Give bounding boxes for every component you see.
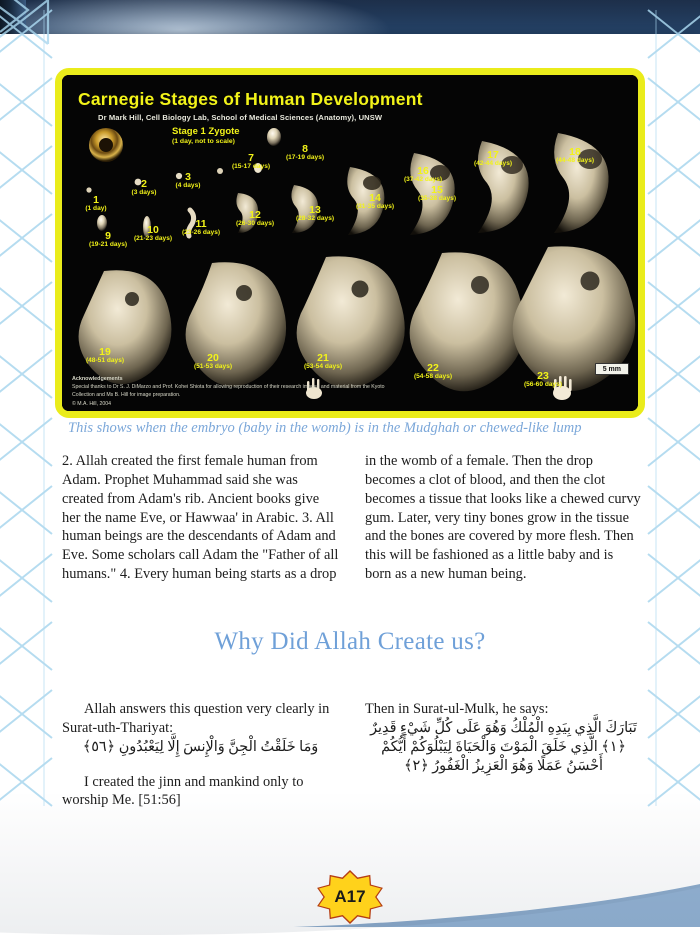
stage-days: (21-23 days) [133, 235, 173, 243]
stage-days: (4 days) [175, 182, 201, 190]
stage-number: 14 [369, 192, 381, 204]
stage-number: 12 [249, 209, 261, 221]
stage-days: (17-19 days) [285, 154, 325, 162]
stage-number: 16 [417, 165, 429, 177]
stage-label [462, 150, 524, 168]
ack-heading: Acknowledgements [72, 376, 123, 382]
stage-days: (54-58 days) [413, 373, 453, 381]
stage-number: 3 [185, 171, 191, 183]
stage-days: (42-44 days) [473, 160, 513, 168]
section-heading: Why Did Allah Create us? [214, 628, 486, 655]
stage-days: (51-53 days) [193, 363, 233, 371]
stage-days: (53-54 days) [303, 363, 343, 371]
stage-label [166, 172, 210, 190]
stage-label [290, 353, 356, 371]
left-intro-text: Allah answers this question very clearly in Surat-uth-Thariyat: [62, 701, 330, 736]
right-intro-text: Then in Surat-ul-Mulk, he says: [365, 701, 549, 717]
stage-number: 19 [99, 346, 111, 358]
body-two-columns [62, 452, 642, 584]
stage-number: 7 [248, 152, 254, 164]
stage-days: (23-26 days) [181, 229, 221, 237]
stage-number: 22 [427, 362, 439, 374]
stage-label [222, 210, 288, 228]
poster-acknowledgements [72, 375, 402, 408]
stage-number: 8 [302, 143, 308, 155]
stage-label [400, 363, 466, 381]
ack-copyright: © M.A. Hill, 2004 [72, 400, 111, 407]
stage-number: 10 [147, 224, 159, 236]
stage-days: (26-30 days) [235, 220, 275, 228]
body-column-left [62, 452, 339, 584]
ack-body: Special thanks to Dr S. J. DiMarzo and Prof. Kohei Shiota for allowing reproduction of their research images and material from the Kyoto Collection and Ms B. Hill for image preparation. [72, 384, 385, 399]
scale-bar: 5 mm [595, 363, 629, 375]
stage-label [180, 353, 246, 371]
poster-title: Carnegie Stages of Human Development [78, 89, 423, 109]
figure-caption: This shows when the embryo (baby in the womb) is in the Mudghah or chewed-like lump [68, 420, 582, 436]
page-number-text: A17 [334, 887, 366, 906]
stage-label [392, 166, 454, 184]
stage1-note: (1 day, not to scale) [172, 137, 235, 145]
stage-number: 11 [195, 218, 207, 230]
left-translation-text: I created the jinn and mankind only to worship Me. [51:56] [62, 773, 304, 809]
stage-days: (48-51 days) [85, 357, 125, 365]
section-two-columns [62, 700, 642, 810]
stage-number: 21 [317, 352, 329, 364]
stage-label [544, 147, 606, 165]
stage-days: (31-35 days) [355, 203, 395, 211]
body-left-text: 2. Allah created the first female human from Adam. Prophet Muhammad said she was created from Adam's rib. Ancient books give her the name Eve, or Hawwaa' in Arabic. 3. All human beings are the descendants of Adam and Eve. Some scholars call Adam the "Father of all humans." 4. Every human being starts as a drop [62, 453, 339, 583]
stage-label [510, 371, 576, 389]
stage-days: (37-42 days) [403, 176, 443, 184]
stage-days: (44-48 days) [555, 157, 595, 165]
stage-label [342, 193, 408, 211]
stage-number: 20 [207, 352, 219, 364]
stage-number: 1 [93, 194, 99, 206]
stage-number: 15 [431, 184, 443, 196]
left-arabic-verse: وَمَا خَلَقْتُ الْجِنَّ وَالْإِنسَ إِلَّا لِيَعْبُدُونِ ﴿٥٦﴾ [82, 738, 319, 755]
stage-days: (15-17 days) [231, 163, 271, 171]
stage1-name: Stage 1 Zygote [172, 126, 240, 137]
stage-days: (1 day) [85, 205, 107, 213]
stage-days: (28-32 days) [295, 215, 335, 223]
poster-frame [55, 68, 645, 418]
section-column-right [365, 700, 642, 810]
body-column-right [365, 452, 642, 584]
stage-number: 18 [569, 146, 581, 158]
poster-stage1-label [172, 127, 240, 146]
stage-number: 23 [537, 370, 549, 382]
body-right-text: in the womb of a female. Then the drop becomes a clot of blood, and then the clot becomes a tissue that looks like a chewed curvy gum. Later, very tiny bones grow in the tissue and the bones are covered by more flesh. Then this will be fashioned as a little baby and is born as a new human being. [365, 453, 641, 583]
page-number-badge [317, 872, 383, 922]
poster-author-line: Dr Mark Hill, Cell Biology Lab, School of Medical Sciences (Anatomy), UNSW [98, 113, 383, 122]
section-column-left [62, 700, 339, 810]
poster-photo-area [62, 75, 638, 411]
stage-number: 17 [487, 149, 499, 161]
islamic-star-pattern-left-icon [0, 0, 60, 830]
stage-label [220, 153, 282, 171]
stage-label [122, 179, 166, 197]
stage-label [72, 347, 138, 365]
stage-label [76, 195, 116, 213]
stage-days: (19-21 days) [88, 241, 128, 249]
stage-number: 13 [309, 204, 321, 216]
islamic-star-pattern-right-icon [640, 0, 700, 830]
stage-label [404, 185, 470, 203]
carnegie-stages-poster [55, 68, 645, 418]
stage-number: 2 [141, 178, 147, 190]
stage-days: (35-38 days) [417, 195, 457, 203]
stage-number: 9 [105, 230, 111, 242]
right-arabic-verse: تَبَارَكَ الَّذِي بِيَدِهِ الْمُلْكُ وَهُوَ عَلَى كُلِّ شَيْءٍ قَدِيرٌ ﴿١﴾ الَّذِي خَلَقَ الْمَوْتَ وَالْحَيَاةَ لِيَبْلُوَكُمْ أَيُّكُمْ أَحْسَنُ عَمَلًا وَهُوَ الْعَزِيزُ الْغَفُورُ ﴿٢﴾ [370, 719, 637, 774]
stage-days: (56-60 days) [523, 381, 563, 389]
stage-label [274, 144, 336, 162]
stage-days: (3 days) [131, 189, 157, 197]
stage-label [282, 205, 348, 223]
